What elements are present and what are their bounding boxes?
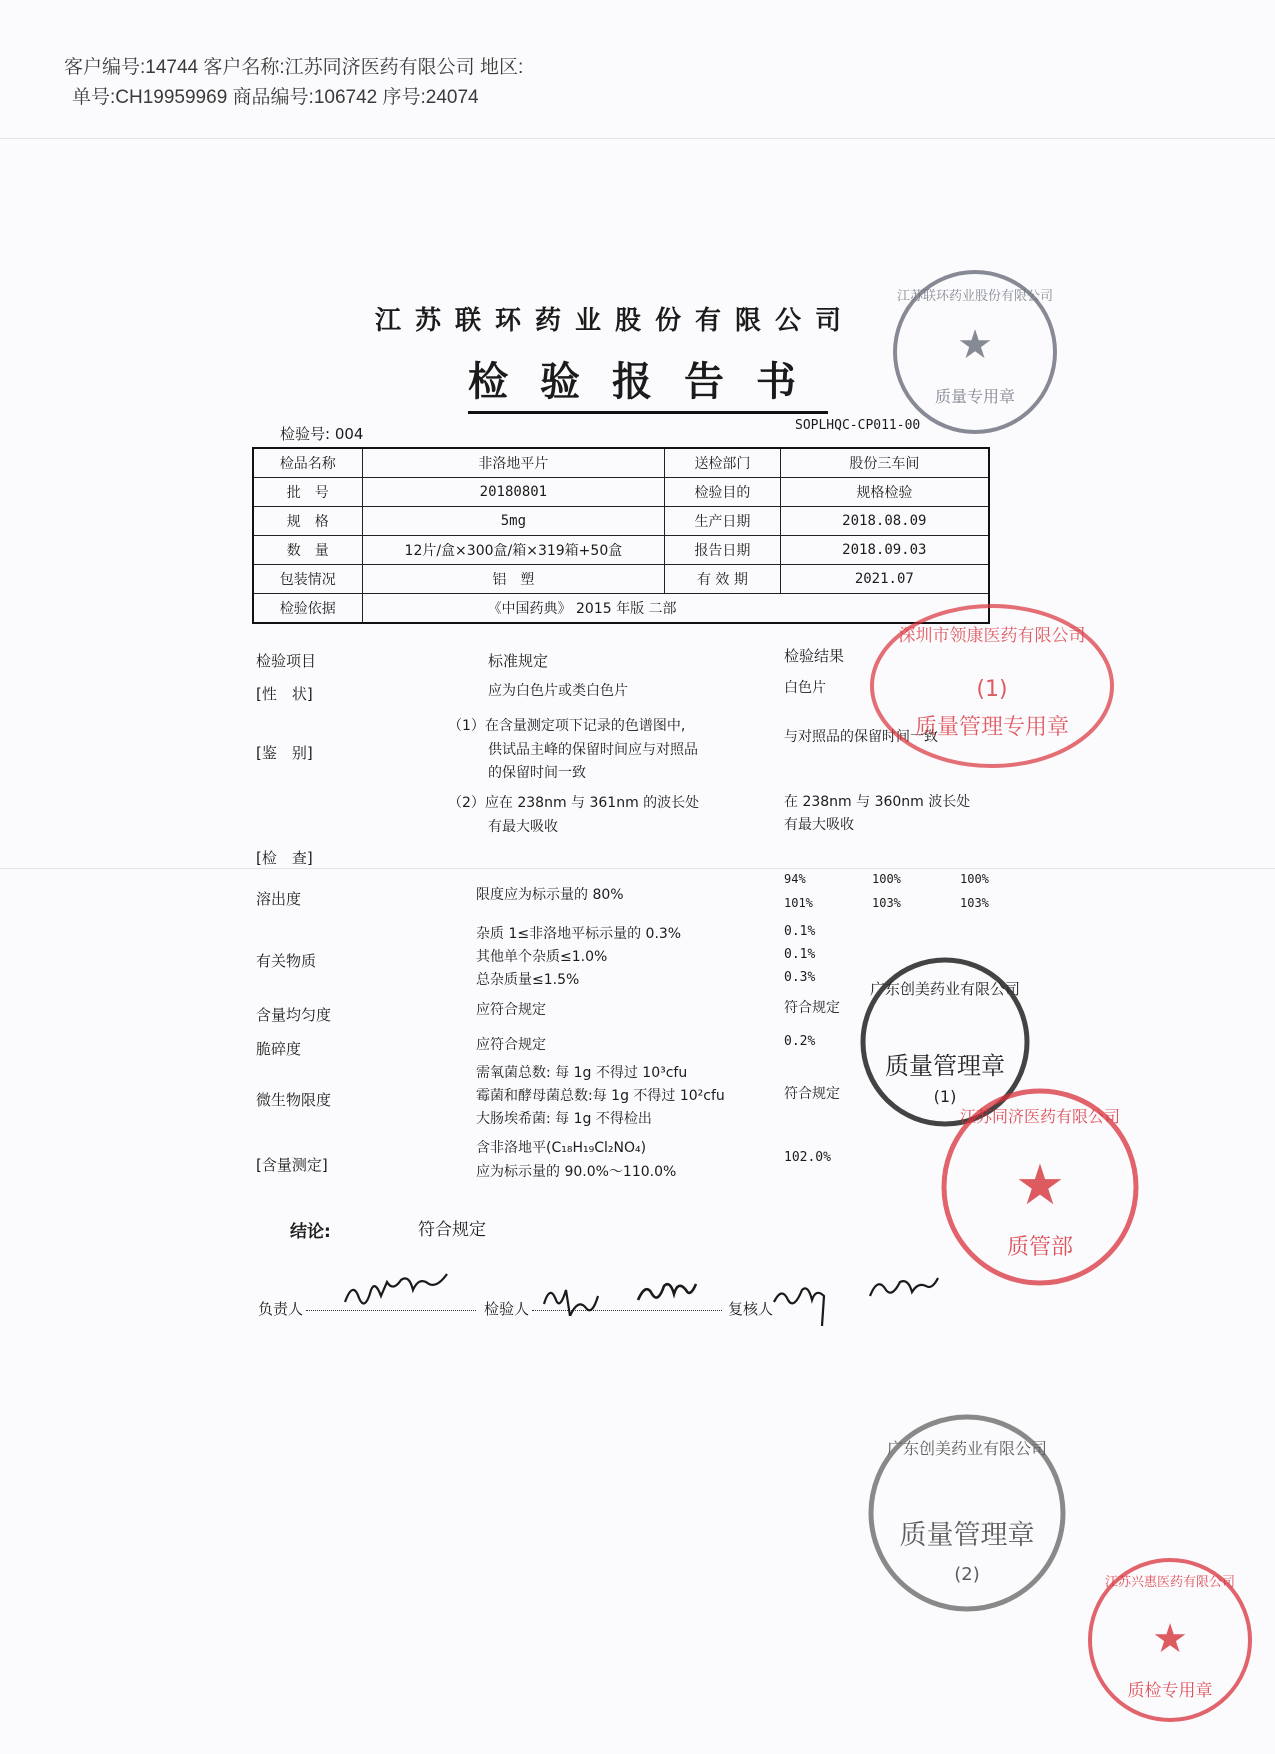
standard-identification-1-line1: （1）在含量测定项下记录的色谱图中, xyxy=(448,718,686,734)
value-cell: 20180801 xyxy=(362,478,665,507)
label-cell: 生产日期 xyxy=(665,507,780,536)
shenzhen-quality-stamp xyxy=(862,596,1122,776)
svg-text:★: ★ xyxy=(1014,1153,1066,1218)
result-assay: 102.0% xyxy=(784,1150,831,1165)
table-row xyxy=(253,507,989,536)
result-related-2: 0.1% xyxy=(784,947,816,962)
stamp-number: (1) xyxy=(976,677,1008,702)
item-friability: 脆碎度 xyxy=(256,1040,302,1058)
standard-friability: 应符合规定 xyxy=(476,1037,546,1053)
result-related-3: 0.3% xyxy=(784,970,816,985)
standard-related-1: 杂质 1≤非洛地平标示量的 0.3% xyxy=(476,926,682,942)
stamp-center-text: 质量管理章 xyxy=(885,1052,1005,1080)
stamp-ring-text: 江苏同济医药有限公司 xyxy=(959,1107,1121,1126)
result-related-1: 0.1% xyxy=(784,924,816,939)
label-cell: 检品名称 xyxy=(253,448,362,478)
label-cell: 送检部门 xyxy=(665,448,780,478)
conclusion-label: 结论: xyxy=(290,1222,331,1242)
stamp-center-text: 质管部 xyxy=(1006,1235,1074,1260)
order-info-line: 单号:CH19959969 商品编号:106742 序号:24074 xyxy=(72,87,479,108)
item-assay: [含量测定] xyxy=(256,1156,328,1174)
result-identification-1: 与对照品的保留时间一致 xyxy=(784,729,938,745)
value-cell: 股份三车间 xyxy=(780,448,989,478)
responsible-label: 负责人 xyxy=(258,1300,304,1318)
item-related-substances: 有关物质 xyxy=(256,952,317,970)
dissolution-value: 103% xyxy=(960,896,989,910)
standard-related-2: 其他单个杂质≤1.0% xyxy=(476,949,608,965)
value-cell: 《中国药典》 2015 年版 二部 xyxy=(362,594,989,624)
stamp-center-text: 质量管理章 xyxy=(899,1520,1035,1551)
stamp-ring-text: 广东创美药业有限公司 xyxy=(869,980,1021,998)
document-code: SOPLHQC-CP011-00 xyxy=(795,418,921,433)
svg-text:★: ★ xyxy=(957,322,993,368)
customer-info-line: 客户编号:14744 客户名称:江苏同济医药有限公司 地区: xyxy=(64,57,524,78)
label-cell: 检验目的 xyxy=(665,478,780,507)
stamp-ring-text: 江苏联环药业股份有限公司 xyxy=(896,289,1054,304)
standard-related-3: 总杂质量≤1.5% xyxy=(476,972,580,988)
standard-assay-1: 含非洛地平(C₁₈H₁₉Cl₂NO₄) xyxy=(476,1140,647,1156)
stamp-center-text: 质量专用章 xyxy=(934,387,1016,406)
value-cell: 2018.09.03 xyxy=(780,536,989,565)
table-row xyxy=(253,565,989,594)
result-identification-2-line2: 有最大吸收 xyxy=(784,817,854,833)
quality-seal-stamp xyxy=(885,262,1065,442)
stamp-ring-text: 江苏兴惠医药有限公司 xyxy=(1104,1575,1236,1590)
standard-identification-2-line1: （2）应在 238nm 与 361nm 的波长处 xyxy=(448,795,700,811)
report-title: 检验报告书 xyxy=(468,350,828,414)
standard-identification-1-line3: 的保留时间一致 xyxy=(488,765,586,781)
column-header-standard: 标准规定 xyxy=(488,652,549,670)
stamp-ring-text: 深圳市领康医药有限公司 xyxy=(898,626,1086,646)
label-cell: 规 格 xyxy=(253,507,362,536)
item-dissolution: 溶出度 xyxy=(256,890,302,908)
standard-content-uniformity: 应符合规定 xyxy=(476,1002,546,1018)
label-cell: 报告日期 xyxy=(665,536,780,565)
column-header-item: 检验项目 xyxy=(256,652,317,670)
value-cell: 2018.08.09 xyxy=(780,507,989,536)
result-appearance: 白色片 xyxy=(784,680,826,696)
stamp-center-text: 质检专用章 xyxy=(1127,1681,1213,1701)
standard-dissolution: 限度应为标示量的 80% xyxy=(476,887,624,903)
reviewer-label: 复核人 xyxy=(728,1300,774,1318)
result-friability: 0.2% xyxy=(784,1034,816,1049)
item-check: [检 查] xyxy=(256,849,313,867)
standard-identification-2-line2: 有最大吸收 xyxy=(488,819,558,835)
jiangsu-quality-check-stamp xyxy=(1080,1550,1260,1730)
standard-assay-2: 应为标示量的 90.0%～110.0% xyxy=(476,1164,677,1180)
jiangsu-tongji-stamp xyxy=(935,1082,1145,1292)
value-cell: 非洛地平片 xyxy=(362,448,665,478)
label-cell: 有 效 期 xyxy=(665,565,780,594)
dissolution-value: 100% xyxy=(960,872,989,886)
svg-text:★: ★ xyxy=(1152,1616,1188,1662)
label-cell: 包装情况 xyxy=(253,565,362,594)
item-microbial-limit: 微生物限度 xyxy=(256,1091,332,1109)
item-appearance: [性 状] xyxy=(256,685,313,703)
inspection-number: 检验号: 004 xyxy=(280,425,364,443)
inspector-label: 检验人 xyxy=(484,1300,530,1318)
table-row xyxy=(253,478,989,507)
item-identification: [鉴 别] xyxy=(256,744,313,762)
standard-appearance: 应为白色片或类白色片 xyxy=(488,683,628,699)
standard-identification-1-line2: 供试品主峰的保留时间应与对照品 xyxy=(488,742,698,758)
standard-microbial-3: 大肠埃希菌: 每 1g 不得检出 xyxy=(476,1111,652,1127)
stamp-ring-text: 广东创美药业有限公司 xyxy=(886,1439,1048,1458)
dissolution-value: 103% xyxy=(872,896,901,910)
value-cell: 2021.07 xyxy=(780,565,989,594)
company-name: 江苏联环药业股份有限公司 xyxy=(375,306,856,336)
dissolution-value: 101% xyxy=(784,896,813,910)
result-content-uniformity: 符合规定 xyxy=(784,1000,840,1016)
table-row xyxy=(253,536,989,565)
label-cell: 批 号 xyxy=(253,478,362,507)
result-microbial-limit: 符合规定 xyxy=(784,1086,840,1102)
label-cell: 检验依据 xyxy=(253,594,362,624)
standard-microbial-1: 需氧菌总数: 每 1g 不得过 10³cfu xyxy=(476,1065,688,1081)
result-identification-2-line1: 在 238nm 与 360nm 波长处 xyxy=(784,794,971,810)
table-row xyxy=(253,448,989,478)
guangdong-quality-stamp-2 xyxy=(862,1408,1072,1618)
stamp-center-text: 质量管理专用章 xyxy=(914,715,1070,740)
value-cell: 规格检验 xyxy=(780,478,989,507)
value-cell: 5mg xyxy=(362,507,665,536)
item-content-uniformity: 含量均匀度 xyxy=(256,1006,332,1024)
dissolution-value: 94% xyxy=(784,872,806,886)
responsible-signature xyxy=(340,1272,460,1316)
inspector-signatures xyxy=(540,1270,720,1316)
stamp-number: (1) xyxy=(933,1087,957,1106)
value-cell: 铝 塑 xyxy=(362,565,665,594)
stamp-number: (2) xyxy=(954,1564,980,1585)
value-cell: 12片/盒×300盒/箱×319箱+50盒 xyxy=(362,536,665,565)
standard-microbial-2: 霉菌和酵母菌总数:每 1g 不得过 10²cfu xyxy=(476,1088,725,1104)
dissolution-value: 100% xyxy=(872,872,901,886)
column-header-result: 检验结果 xyxy=(784,647,845,665)
conclusion-value: 符合规定 xyxy=(418,1220,486,1240)
label-cell: 数 量 xyxy=(253,536,362,565)
